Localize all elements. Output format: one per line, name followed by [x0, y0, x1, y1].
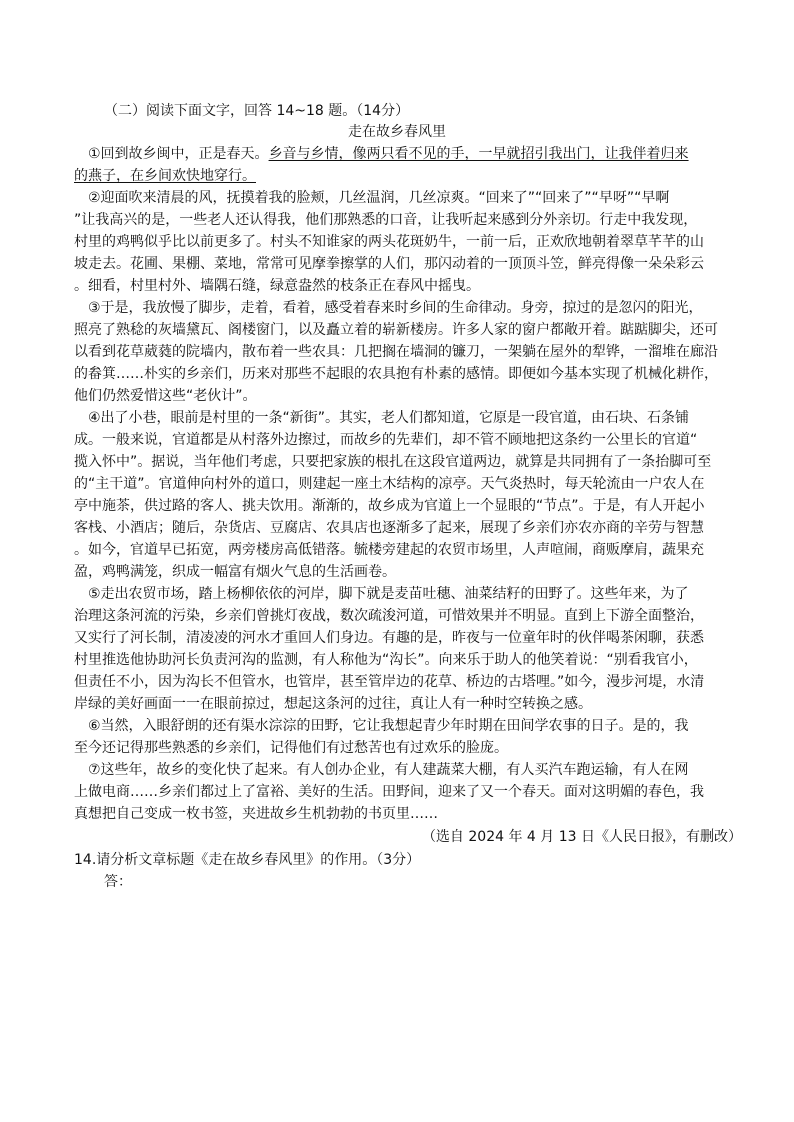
paragraph-2-line: 坡走去。花圃、果棚、菜地，常常可见摩拳擦掌的人们，那闪动着的一顶顶斗笠，鲜亮得像一朵朵彩云: [74, 256, 704, 272]
paragraph-3-line: 的畚箕……朴实的乡亲们，历来对那些不起眼的农具抱有朴素的感情。即便如今基本实现了机械化耕作，: [74, 366, 718, 382]
paragraph-5-line: 治理这条河流的污染，乡亲们曾挑灯夜战，数次疏浚河道，可惜效果并不明显。直到上下游全面整治，: [74, 608, 704, 624]
question-14: 14.请分析文章标题《走在故乡春风里》的作用。（3分）: [74, 852, 421, 868]
paragraph-5-line: 村里推选他协助河长负责河沟的监测，有人称他为“沟长”。向来乐于助人的他笑着说：“别看我官小，: [74, 652, 698, 668]
paragraph-4-line: 。如今，官道早已拓宽，两旁楼房高低错落。毓楼旁建起的农贸市场里，人声喧闹，商贩摩肩，蔬果充: [74, 542, 704, 558]
paragraph-4-line: ④出了小巷，眼前是村里的一条“新街”。其实，老人们都知道，它原是一段官道，由石块、石条铺: [88, 410, 690, 426]
paragraph-4-line: 揽入怀中”。据说，当年他们考虑，只要把家族的根扎在这段官道两边，就算是共同拥有了一条抬脚可至: [74, 454, 712, 470]
paragraph-5-line: 又实行了河长制，清凌凌的河水才重回人们身边。有趣的是，昨夜与一位童年时的伙伴喝茶闲聊，获悉: [74, 630, 704, 646]
answer-label: 答：: [104, 874, 132, 890]
paragraph-6-line: 至今还记得那些熟悉的乡亲们，记得他们有过愁苦也有过欢乐的脸庞。: [74, 740, 508, 756]
paragraph-7-line: ⑦这些年，故乡的变化快了起来。有人创办企业，有人建蔬菜大棚，有人买汽车跑运输，有人在网: [88, 762, 689, 778]
paragraph-1-line-1: [88, 143, 738, 165]
paragraph-4-line: 的“主干道”。官道伸向村外的道口，则建起一座土木结构的凉亭。天气炎热时，每天轮流由一户农人在: [74, 476, 705, 492]
section-intro: （二）阅读下面文字，回答 14~18 题。（14分）: [104, 103, 410, 119]
paragraph-6-line: ⑥当然，入眼舒朗的还有渠水淙淙的田野，它让我想起青少年时期在田间学农事的日子。是的，我: [88, 718, 689, 734]
paragraph-1-line-2: 的燕子，在乡间欢快地穿行。: [74, 168, 256, 184]
paragraph-5-line: 但责任不小，因为沟长不但管水，也管岸，甚至管岸边的花草、桥边的古塔哩。”如今，漫步河堤，水清: [74, 674, 705, 690]
paragraph-2-line: ②迎面吹来清晨的风，抚摸着我的脸颊，几丝温润，几丝凉爽。“回来了”“回来了”“早呀”“早啊: [88, 190, 670, 206]
paragraph-2-line: 。细看，村里村外、墙隅石缝，绿意盎然的枝条正在春风中摇曳。: [74, 278, 480, 294]
source-citation: （选自 2024 年 4 月 13 日《人民日报》，有删改）: [421, 829, 742, 845]
paragraph-2-line: 村里的鸡鸭似乎比以前更多了。村头不知谁家的两头花斑奶牛，一前一后，正欢欣地朝着翠草芊芊的山: [74, 234, 704, 250]
paragraph-5-line: 岸绿的美好画面一一在眼前掠过，想起这条河的过往，真让人有一种时空转换之感。: [74, 696, 592, 712]
paragraph-3-line: ③于是，我放慢了脚步，走着，看着，感受着春来时乡间的生命律动。身旁，掠过的是忽闪的阳光，: [88, 300, 703, 316]
paragraph-1-underlined: 乡音与乡情，像两只看不见的手，一早就招引我出门，让我伴着归来: [268, 146, 689, 162]
paragraph-3-line: 以看到花草葳蕤的院墙内，散布着一些农具：几把搁在墙洞的镰刀，一架躺在屋外的犁铧，一溜堆在廊沿: [74, 344, 718, 360]
paragraph-3-line: 照亮了熟稔的灰墙黛瓦、阁楼窗门，以及矗立着的崭新楼房。许多人家的窗户都敞开着。踮踮脚尖，还可: [74, 322, 718, 338]
paragraph-7-line: 上做电商……乡亲们都过上了富裕、美好的生活。田野间，迎来了又一个春天。面对这明媚的春色，我: [74, 784, 704, 800]
paragraph-4-line: 亭中施茶，供过路的客人、挑夫饮用。渐渐的，故乡成为官道上一个显眼的“节点”。于是，有人开起小: [74, 498, 705, 514]
paragraph-4-line: 成。一般来说，官道都是从村落外边擦过，而故乡的先辈们，却不管不顾地把这条约一公里长的官道“: [74, 432, 698, 448]
paragraph-4-line: 盈，鸡鸭满笼，织成一幅富有烟火气息的生活画卷。: [74, 564, 396, 580]
paragraph-4-line: 客栈、小酒店；随后，杂货店、豆腐店、农具店也逐渐多了起来，展现了乡亲们亦农亦商的辛劳与智慧: [74, 520, 704, 536]
paragraph-7-line: 真想把自己变成一枚书签，夹进故乡生机勃勃的书页里……: [74, 806, 438, 822]
article-title: 走在故乡春风里: [348, 124, 446, 140]
paragraph-1-lead: ①回到故乡闽中，正是春天。: [88, 146, 269, 162]
paragraph-2-line: ”让我高兴的是，一些老人还认得我，他们那熟悉的口音，让我听起来感到分外亲切。行走中我发现，: [74, 212, 698, 228]
paragraph-3-line: 他们仍然爱惜这些“老伙计”。: [74, 388, 257, 404]
paragraph-5-line: ⑤走出农贸市场，踏上杨柳依依的河岸，脚下就是麦苗吐穗、油菜结籽的田野了。这些年来，为了: [88, 586, 689, 602]
